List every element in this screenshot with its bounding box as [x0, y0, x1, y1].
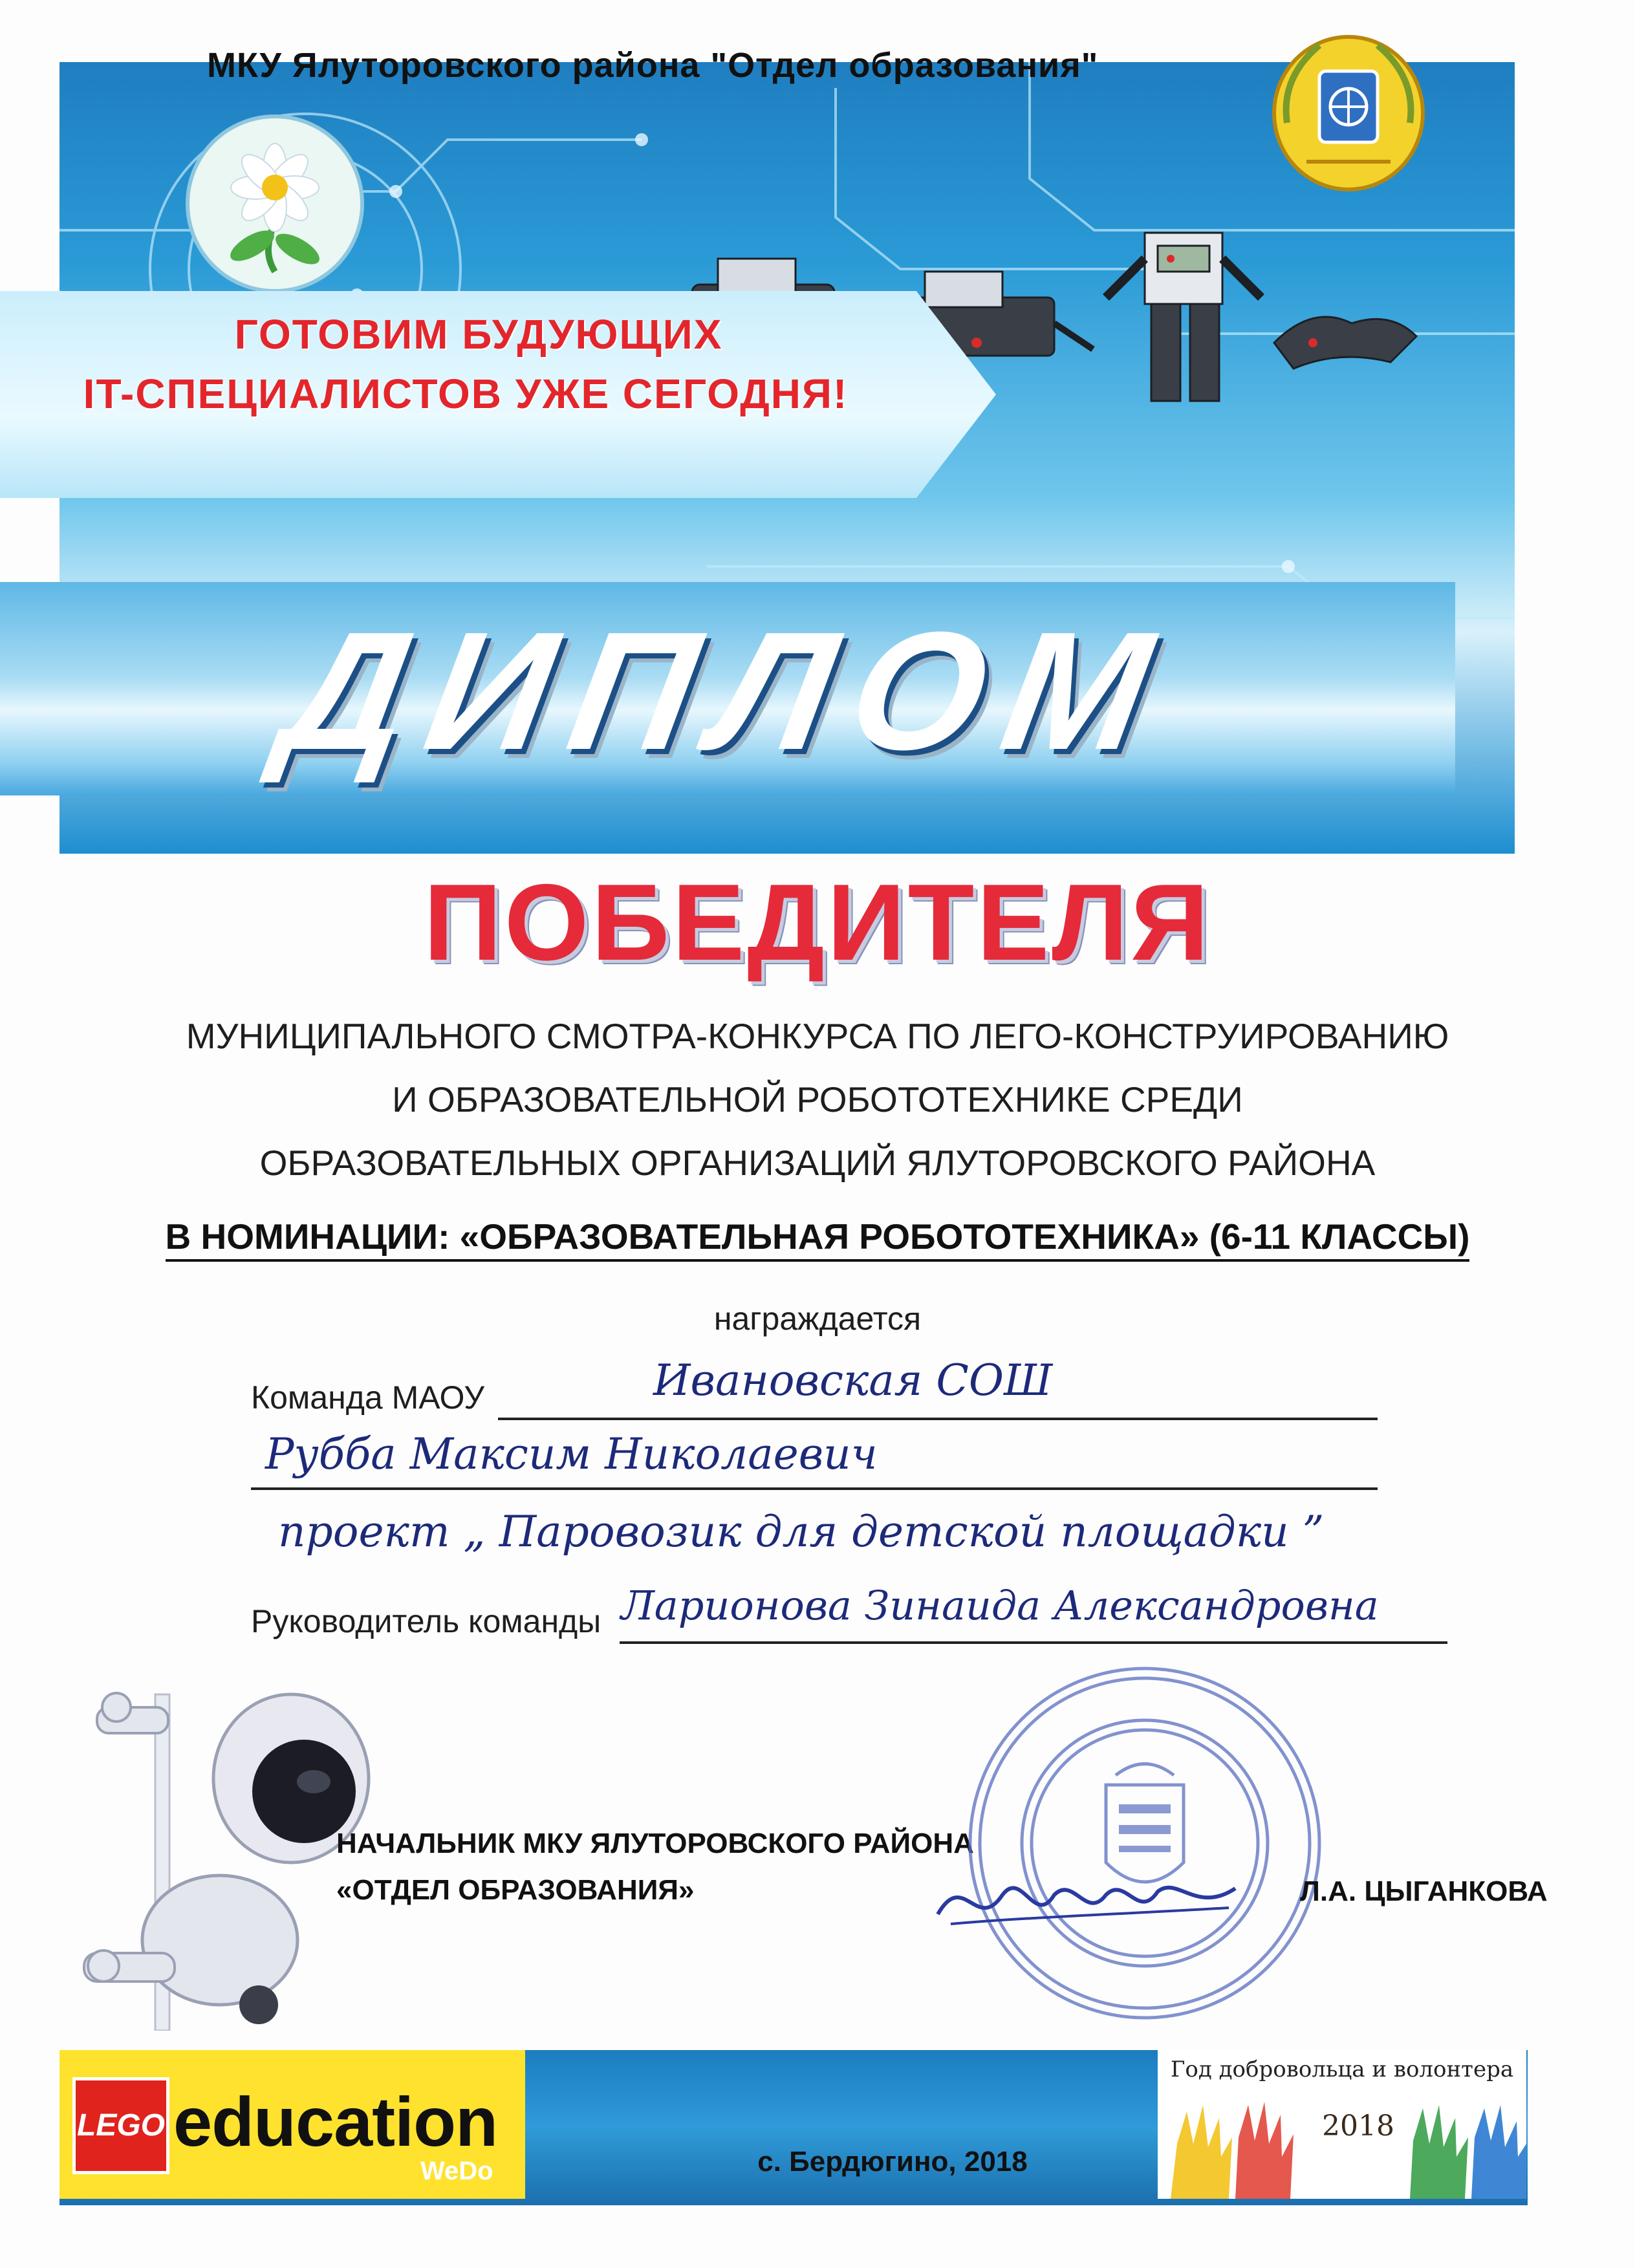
contest-line-2: И ОБРАЗОВАТЕЛЬНОЙ РОБОТОТЕХНИКЕ СРЕДИ — [392, 1079, 1243, 1119]
slogan-line-2: IT-СПЕЦИАЛИСТОВ УЖЕ СЕГОДНЯ! — [83, 371, 849, 417]
member-underline — [251, 1487, 1378, 1490]
contest-line-1: МУНИЦИПАЛЬНОГО СМОТРА-КОНКУРСА ПО ЛЕГО-КОНСТРУИРОВАНИЮ — [186, 1016, 1449, 1056]
team-value: Ивановская СОШ — [653, 1355, 1053, 1405]
signature-icon — [925, 1863, 1248, 1940]
winner-subtitle: ПОБЕДИТЕЛЯ — [424, 861, 1211, 983]
chief-title-line-2: «ОТДЕЛ ОБРАЗОВАНИЯ» — [336, 1874, 695, 1906]
volunteer-year: 2018 — [1322, 2110, 1394, 2143]
chief-title-line-1: НАЧАЛЬНИК МКУ ЯЛУТОРОВСКОГО РАЙОНА — [336, 1828, 974, 1859]
chief-name: Л.А. ЦЫГАНКОВА — [1300, 1875, 1548, 1907]
diploma-title: ДИПЛОМ — [270, 598, 1186, 785]
awarded-label: награждается — [713, 1301, 922, 1337]
leader-underline — [620, 1641, 1447, 1644]
robot-mascot — [58, 1669, 382, 2031]
team-underline — [498, 1418, 1378, 1420]
flower-icon — [181, 110, 369, 297]
flower-logo — [181, 110, 369, 297]
volunteer-year-title: Год добровольца и волонтера — [1170, 2057, 1514, 2082]
member-name: Рубба Максим Николаевич — [265, 1429, 878, 1479]
official-stamp — [957, 1656, 1332, 2031]
org-title: МКУ Ялуторовского района "Отдел образования" — [207, 46, 1099, 85]
lego-logo: LEGO — [72, 2077, 169, 2174]
district-emblem — [1268, 26, 1429, 194]
nomination-line — [0, 1216, 1635, 1257]
wedo-word: WeDo — [420, 2157, 493, 2185]
leader-name: Ларионова Зинаида Александровна — [621, 1582, 1379, 1629]
project-name: проект „ Паровозик для детской площадки ” — [278, 1507, 1325, 1557]
robot-icon — [58, 1669, 382, 2031]
team-label: Команда МАОУ — [251, 1379, 485, 1416]
place-and-date: с. Бердюгино, 2018 — [757, 2146, 1028, 2177]
leader-label: Руководитель команды — [251, 1603, 601, 1639]
stamp-icon — [957, 1656, 1332, 2031]
nomination-text: В НОМИНАЦИИ: «ОБРАЗОВАТЕЛЬНАЯ РОБОТОТЕХНИКА» (6-11 КЛАССЫ) — [166, 1216, 1470, 1262]
contest-line-3: ОБРАЗОВАТЕЛЬНЫХ ОРГАНИЗАЦИЙ ЯЛУТОРОВСКОГО РАЙОНА — [259, 1143, 1376, 1183]
education-word: education — [173, 2082, 498, 2161]
slogan-line-1: ГОТОВИМ БУДУЮЩИХ — [234, 311, 723, 358]
handwritten-signature — [925, 1863, 1248, 1940]
emblem-icon — [1268, 26, 1429, 194]
